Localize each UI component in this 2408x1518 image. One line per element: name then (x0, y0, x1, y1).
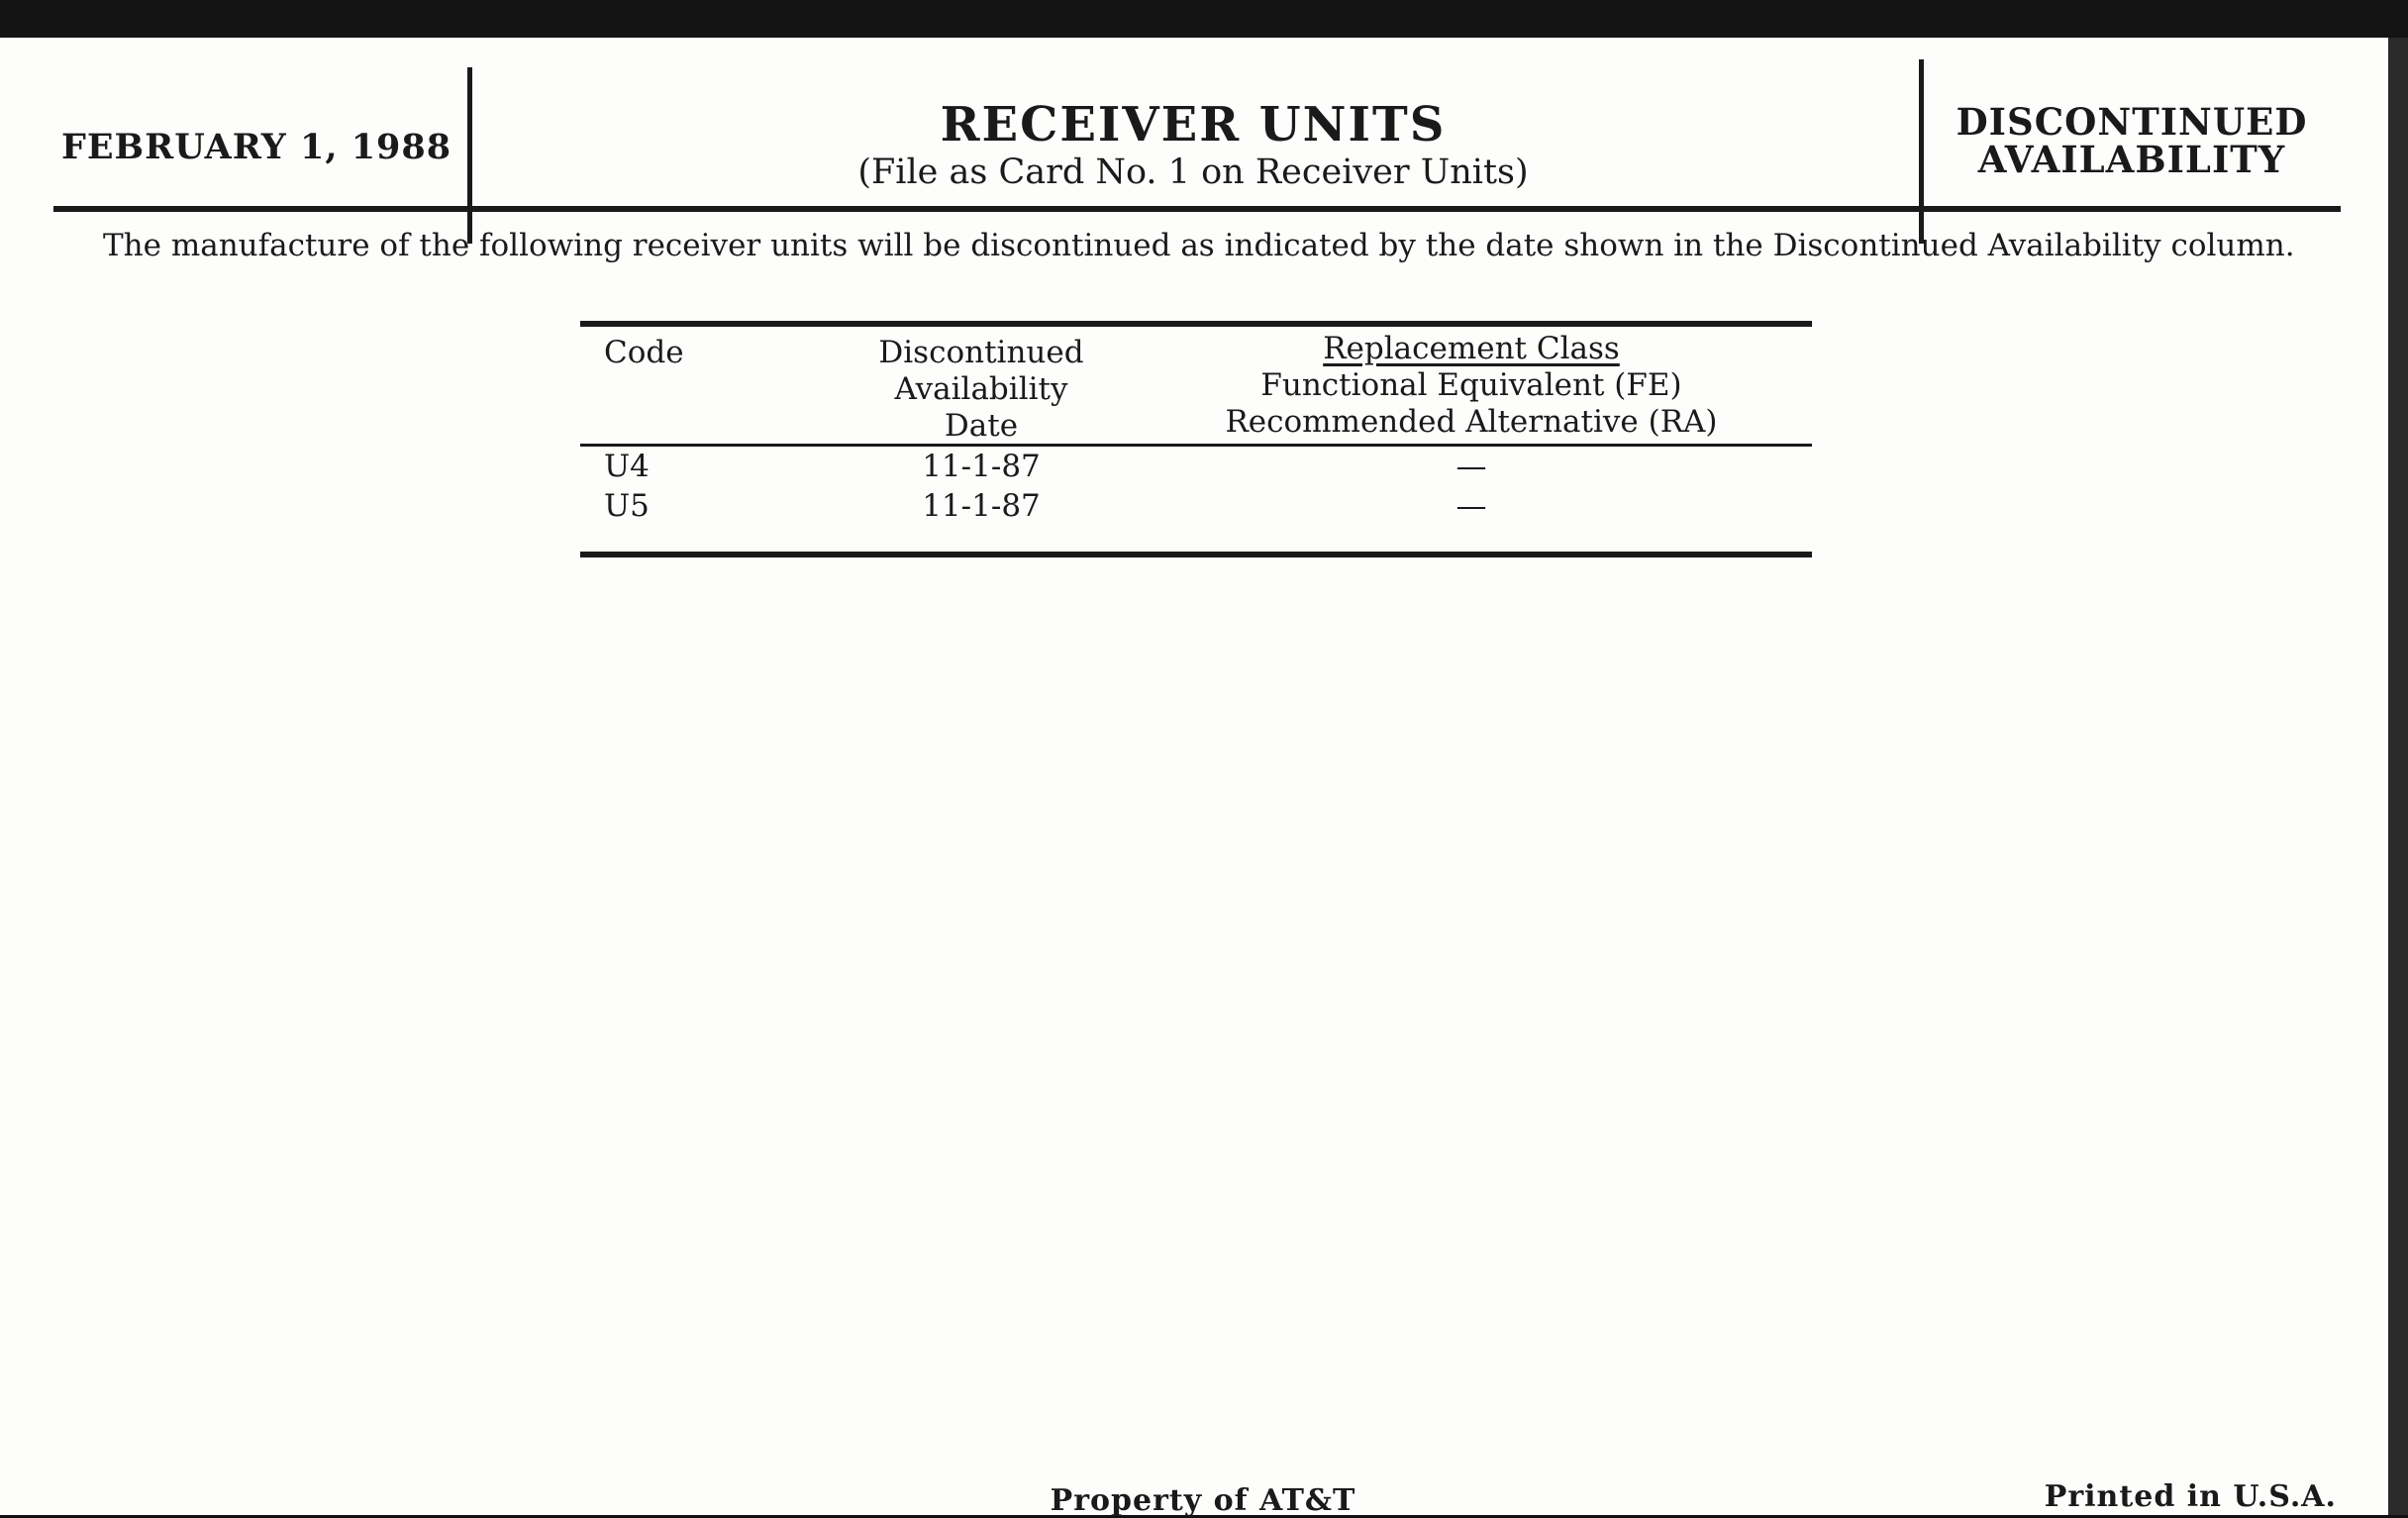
footer-property: Property of AT&T (1050, 1483, 1356, 1518)
table-row (580, 447, 1812, 486)
column-header-date-line2: Availability (894, 371, 1068, 407)
table-header (580, 327, 1812, 444)
table-bottom-rule (580, 552, 1812, 557)
row-date: 11-1-87 (922, 449, 1041, 484)
row-code: U5 (604, 488, 650, 524)
document-subtitle: (File as Card No. 1 on Receiver Units) (857, 152, 1529, 192)
column-header-replacement (1174, 331, 1768, 441)
column-header-code: Code (604, 335, 684, 370)
status-line-2: AVAILABILITY (1977, 138, 2286, 181)
column-header-date-line1: Discontinued (878, 335, 1084, 370)
row-code: U4 (604, 449, 650, 484)
discontinued-units-table (580, 321, 1812, 557)
issue-date: FEBRUARY 1, 1988 (61, 127, 452, 167)
column-header-date-line3: Date (944, 408, 1019, 444)
column-header-date (808, 335, 1154, 445)
scan-border-right (2388, 38, 2408, 1515)
status-label (1929, 100, 2335, 181)
status-line-1: DISCONTINUED (1956, 100, 2308, 144)
table-row (580, 486, 1812, 526)
column-header-replacement-line1: Replacement Class (1323, 331, 1620, 366)
header-divider-right (1919, 59, 1924, 244)
column-header-replacement-line2: Functional Equivalent (FE) (1260, 367, 1682, 403)
column-header-replacement-line3: Recommended Alternative (RA) (1225, 404, 1718, 440)
scan-border-top (0, 0, 2408, 42)
row-replacement: — (1455, 488, 1487, 524)
row-replacement: — (1455, 449, 1487, 484)
document-card (0, 38, 2388, 1518)
table-bottom-space (580, 526, 1812, 552)
row-date: 11-1-87 (922, 488, 1041, 524)
header-rule (53, 206, 2341, 212)
intro-paragraph: The manufacture of the following receiver units will be discontinued as indicated by the date shown in the Discontinued Availability column. (103, 228, 2295, 263)
document-title: RECEIVER UNITS (940, 97, 1447, 152)
footer-printed: Printed in U.S.A. (2044, 1479, 2337, 1514)
header-divider-left (467, 67, 472, 244)
document-title-block (475, 97, 1911, 192)
